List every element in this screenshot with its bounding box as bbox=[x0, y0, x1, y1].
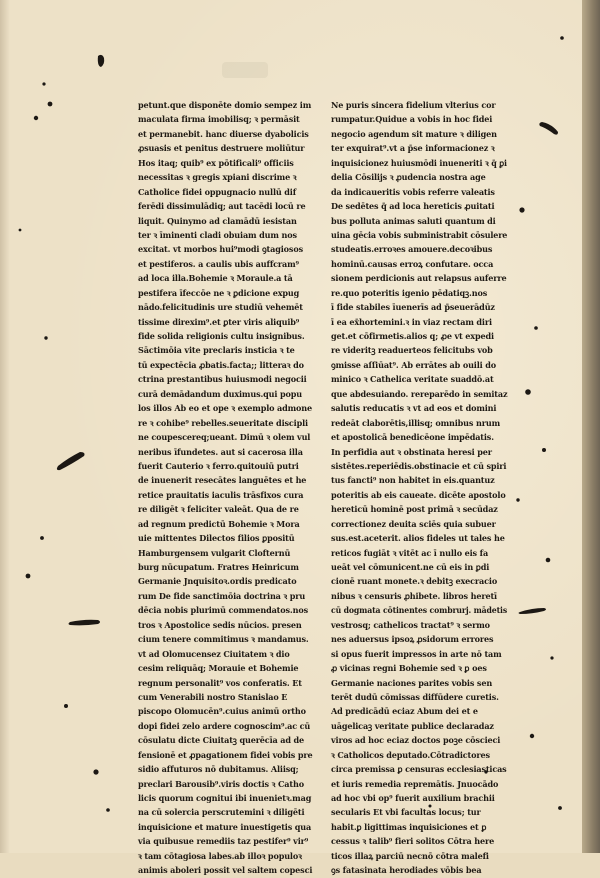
text-line: sidio affuturos nō dubitamus. Aliisq; bbox=[138, 764, 299, 775]
text-line: burg nūcupatum. Fratres Heinricum bbox=[138, 562, 299, 572]
stain-mark bbox=[525, 389, 531, 395]
text-line: ad loca illa.Bohemie ꝛ Moraule.a tā bbox=[138, 273, 293, 284]
text-line: hereticū hominē post primā ꝛ secūdaz bbox=[331, 504, 498, 515]
text-line: et apostolicā benedicēone impēdatis. bbox=[331, 432, 494, 443]
text-line: poteritis ab eis caueate. dicēte apostolo bbox=[331, 489, 506, 500]
stain-mark bbox=[558, 806, 562, 810]
text-line: et pestiferos. a caulis ubis auffcram⁹ bbox=[138, 258, 299, 269]
text-line: nādo.felicitudinis ure studiū vehemēt bbox=[138, 302, 303, 313]
text-line: re.quo poteritis igenio pēdatiqꝫ.nos bbox=[331, 287, 488, 298]
stain-mark bbox=[40, 536, 44, 540]
text-line: circa premissa ꝑ censuras ecclesiasticas bbox=[331, 764, 507, 775]
text-line: dopi fidei zelo ardere cognoscim⁹.ac cū bbox=[138, 720, 311, 731]
stain-mark bbox=[34, 116, 38, 120]
text-line: secularis Et vbi facultas locus; tur bbox=[331, 807, 481, 818]
text-line: Hos itaq; quib⁹ ex pōtificali⁹ officiis bbox=[138, 157, 294, 168]
text-line: tus fancti⁹ non habitet in eis.quantuz bbox=[331, 475, 495, 486]
text-line: ꝛ tam cōtagiosa labes.ab illoꝛ populoꝛ bbox=[138, 850, 302, 861]
stain-mark bbox=[519, 608, 547, 614]
text-line: minico ꝛ Cathelica veritate suaddō.at bbox=[331, 374, 494, 385]
text-line: rumpatur.Quidue a vobis in hoc fidei bbox=[331, 114, 493, 125]
text-line: re diligēt ꝛ feliciter valeāt. Qua de re bbox=[138, 504, 299, 515]
stain-mark bbox=[19, 229, 22, 232]
text-line: Ne puris sincera fidelium vlterius cor bbox=[331, 100, 496, 110]
stain-mark bbox=[530, 734, 534, 738]
text-line: na cū solercia perscrutemini ꝛ diligēti bbox=[138, 807, 305, 818]
stain-mark bbox=[550, 656, 553, 659]
text-line: ticos illaꝝ parciū necnō cōtra malefi bbox=[331, 850, 489, 861]
stain-mark bbox=[98, 55, 104, 67]
text-line: cionē ruant monete.ꝛ debitꝫ execracio bbox=[331, 576, 498, 587]
text-line: redeāt claborētis,illisq; omnibus nrum bbox=[331, 417, 500, 428]
text-line: pestifera īfeccōe ne ꝛ ꝑdicione expug bbox=[138, 287, 300, 298]
text-line: retice prauitatis iaculis trāsfixos cura bbox=[138, 489, 304, 500]
text-line: cū dogmata cōtinentes combrurj. mādetis bbox=[331, 605, 508, 616]
text-line: licis quorum cognitui ibi inuenietꝛ.mag bbox=[138, 793, 312, 803]
text-line: tros ꝛ Apostolice sedis nūcios. presen bbox=[138, 619, 302, 630]
text-line: reticos fugiāt ꝛ vitēt ac ī nullo eis fa bbox=[331, 547, 489, 558]
text-line: cesim reliquāq; Morauie et Bohemie bbox=[138, 663, 299, 674]
stain-mark bbox=[69, 620, 101, 626]
text-line: cessus ꝛ talib⁹ fieri solitos Cōtra here bbox=[331, 836, 495, 847]
text-line: cium tenere commitimus ꝛ mandamus. bbox=[138, 634, 309, 645]
text-line: et permanebit. hanc diuerse dyabolicis bbox=[138, 128, 309, 139]
text-line: delia Cōsilijs ꝛ ꝓudencia nostra age bbox=[331, 172, 486, 183]
text-line: uina gēcia vobis subministrabit cōsulere bbox=[331, 229, 508, 240]
text-line: tissime direxim⁹.et ꝑter viris aliquib⁹ bbox=[138, 316, 300, 327]
text-line: sus.est.aceterit. alios fideles ut tales he bbox=[331, 533, 505, 544]
text-line: neribus īfundetes. aut si cacerosa illa bbox=[138, 446, 303, 457]
text-line: Sāctimōia vite preclaris insticia ꝛ te bbox=[138, 345, 295, 356]
text-line: que abdesuiando. rereparēdo in semitaz bbox=[331, 388, 508, 399]
text-line: get.et cōfirmetis.alios q; ꝓe vt expedi bbox=[331, 331, 494, 341]
text-line: ī ea ex̄hortemini.ꝛ in viaz rectam diri bbox=[331, 316, 492, 327]
text-column-right bbox=[331, 98, 507, 878]
text-line: si opus fuerit impressos in arte nō tam bbox=[331, 648, 502, 659]
text-line: hominū.causas erroꝝ confutare. occa bbox=[331, 258, 494, 269]
text-line: ferēdi dissimulādiq; aut tacēdi locū re bbox=[138, 201, 306, 212]
text-line: ī fide stabiles īuenerīs ad p̄seuerādūz bbox=[331, 302, 495, 313]
text-line: De sedētes q̄ ad loca hereticis ꝓuitati bbox=[331, 201, 495, 212]
stain-mark bbox=[64, 704, 68, 708]
text-line: sistētes.reperiēdis.obstinacie et cū spiri bbox=[331, 460, 507, 471]
text-line: nes aduersus ipsoꝝ ꝓsidorum errores bbox=[331, 634, 494, 645]
text-line: viros ad hoc eciaz doctos poꝫe cōscieci bbox=[331, 735, 501, 746]
text-line: Hamburgensem vulgarit Clofternū bbox=[138, 547, 291, 558]
text-line: habit.ꝑ ligittimas inquisiciones et ꝑ bbox=[331, 821, 487, 832]
text-line: correctionez deuita sciēs quia subuer bbox=[331, 518, 496, 529]
text-line: uie mittentes Dilectos filios ꝑpositū bbox=[138, 533, 295, 544]
text-line: ꝯs fatasinata herodiades vōbis bea bbox=[331, 865, 482, 876]
text-line: bus polluta animas saluti quantum di bbox=[331, 215, 496, 226]
text-line: animis aboleri possit vel saltem copesci bbox=[138, 865, 313, 876]
text-line: sionem perdicionis aut relapsus auferre bbox=[331, 273, 507, 284]
text-line: Germanie naciones parites vobis sen bbox=[331, 677, 493, 688]
stain-mark bbox=[539, 122, 558, 135]
stain-mark bbox=[26, 574, 31, 579]
text-line: salutis reducatis ꝛ vt ad eos et domini bbox=[331, 403, 497, 414]
text-line: de inuenerit resecātes languētes et he bbox=[138, 475, 307, 486]
text-line: curā demādandum duximus.qui popu bbox=[138, 388, 302, 399]
text-line: et iuris remedia repremātis. Jnuocādo bbox=[331, 778, 499, 789]
text-line: fide solida religionis cultu insignibus. bbox=[138, 331, 305, 341]
text-line: ter ꝛ īminenti cladi obuiam dum nos bbox=[138, 229, 297, 240]
text-line: ter exquirat⁹.vt a p̄se informacionez ꝛ bbox=[331, 143, 495, 154]
stain-mark bbox=[542, 448, 546, 452]
text-line: ctrina prestantibus huiusmodi negocii bbox=[138, 374, 307, 385]
text-line: excitat. vt morbos hui⁹modi ꝯtagiosos bbox=[138, 244, 303, 255]
stain-mark bbox=[57, 452, 85, 470]
text-line: los illos Ab eo et ope ꝛ exemplo admone bbox=[138, 403, 313, 414]
text-line: da indicaueritis vobis referre valeatis bbox=[331, 186, 495, 197]
text-line: tū expectēcia ꝓbatis.facta;; litteraꝛ do bbox=[138, 359, 304, 370]
text-line: ad regnum predictū Bohemie ꝛ Mora bbox=[138, 518, 300, 529]
text-line: ꝓ vicinas regni Bohemie sed ꝛ ꝑ oes bbox=[331, 663, 487, 674]
text-line: fuerit Cauterio ꝛ ferro.quitouiū putri bbox=[138, 460, 299, 471]
text-line: dēcia nobis plurimū commendatos.nos bbox=[138, 605, 308, 616]
stain-mark bbox=[534, 326, 538, 330]
stain-mark bbox=[106, 808, 110, 812]
text-line: re videritꝫ readuerteos felicitubs vob bbox=[331, 345, 493, 356]
text-line: inquisicionez huiusmōdi inueneriti ꝛ q̄ ꝑi bbox=[331, 157, 507, 168]
stain-mark bbox=[560, 36, 564, 40]
text-line: rum De fide sanctimōia doctrina ꝛ pru bbox=[138, 590, 306, 601]
text-line: ne coupescereq;ueant. Dimū ꝛ olem vul bbox=[138, 432, 311, 443]
text-line: cōsulatu dicte Ciuitatꝫ querēcīa ad de bbox=[138, 735, 305, 746]
stain-mark bbox=[516, 498, 519, 501]
stain-mark bbox=[546, 558, 551, 563]
text-line: ueāt vel cōmunicent.ne cū eis in ꝑdi bbox=[331, 562, 490, 572]
text-line: ad hoc vbi op⁹ fuerit auxilium brachii bbox=[331, 793, 495, 803]
stain-mark bbox=[48, 102, 53, 107]
text-column-left bbox=[138, 98, 314, 878]
text-line: necessitas ꝛ gregis xpiani discrime ꝛ bbox=[138, 172, 297, 183]
text-line: inquisicione et mature inuestigetis qua bbox=[138, 821, 312, 832]
stain-mark bbox=[93, 769, 98, 774]
text-line: via quibusue remediis taz pestifer⁹ vir⁹ bbox=[138, 836, 309, 847]
text-line: cum Venerabili nostro Stanislao E bbox=[138, 691, 288, 702]
text-line: liquit. Quinymo ad clamādū iesistan bbox=[138, 215, 297, 226]
stain-mark bbox=[42, 82, 45, 85]
text-line: ꝯmisse aſſiūat⁹. Ab errātes ab ouili do bbox=[331, 359, 496, 370]
text-line: piscopo Olomucēn⁹.cuius animū ortho bbox=[138, 706, 306, 717]
text-line: maculata firma imobilisq; ꝛ permāsit bbox=[138, 114, 300, 125]
text-line: In perfidia aut ꝛ obstinata heresi per bbox=[331, 446, 492, 457]
text-line: fensionē et ꝓpagationem fidei vobis pre bbox=[138, 749, 313, 760]
text-line: vt ad Olomucensez Ciuitatem ꝛ dio bbox=[138, 648, 290, 659]
text-line: nibus ꝛ censuris ꝓhibete. libros heretī bbox=[331, 590, 497, 601]
text-line: preclari Barousib⁹.viris doctis ꝛ Catho bbox=[138, 778, 304, 789]
text-line: terēt dudū cōmissas diffūdere curetis. bbox=[331, 691, 499, 702]
text-line: ꝛ Catholicos deputado.Cōtradictores bbox=[331, 749, 490, 760]
text-line: studeatis.erroꝛes amouere.decoꝛibus bbox=[331, 244, 493, 255]
text-line: regnum personalit⁹ vos conferatis. Et bbox=[138, 677, 302, 688]
text-line: Ad predicādū eciaz Abum dei et e bbox=[331, 706, 478, 717]
text-line: petunt.que disponēte domio sempez im bbox=[138, 100, 312, 110]
text-line: uāgelicaꝫ veritate publice declaradaz bbox=[331, 720, 494, 731]
text-line: Catholice fidei oppugnacio nullū dif bbox=[138, 186, 297, 197]
text-line: vestrosq; cathelicos tractat⁹ ꝛ sermo bbox=[331, 619, 490, 630]
stain-mark bbox=[519, 207, 524, 212]
stain-mark bbox=[44, 336, 47, 339]
text-line: re ꝛ cohibe⁹ rebelles.seueritate discipli bbox=[138, 417, 308, 428]
text-line: Germanie Jnquisitoꝛ.ordis predicato bbox=[138, 576, 297, 587]
text-line: negocio agendum sit mature ꝛ diligen bbox=[331, 128, 497, 139]
text-line: ꝓsuasis et penitus destruere moliūtur bbox=[138, 143, 305, 154]
